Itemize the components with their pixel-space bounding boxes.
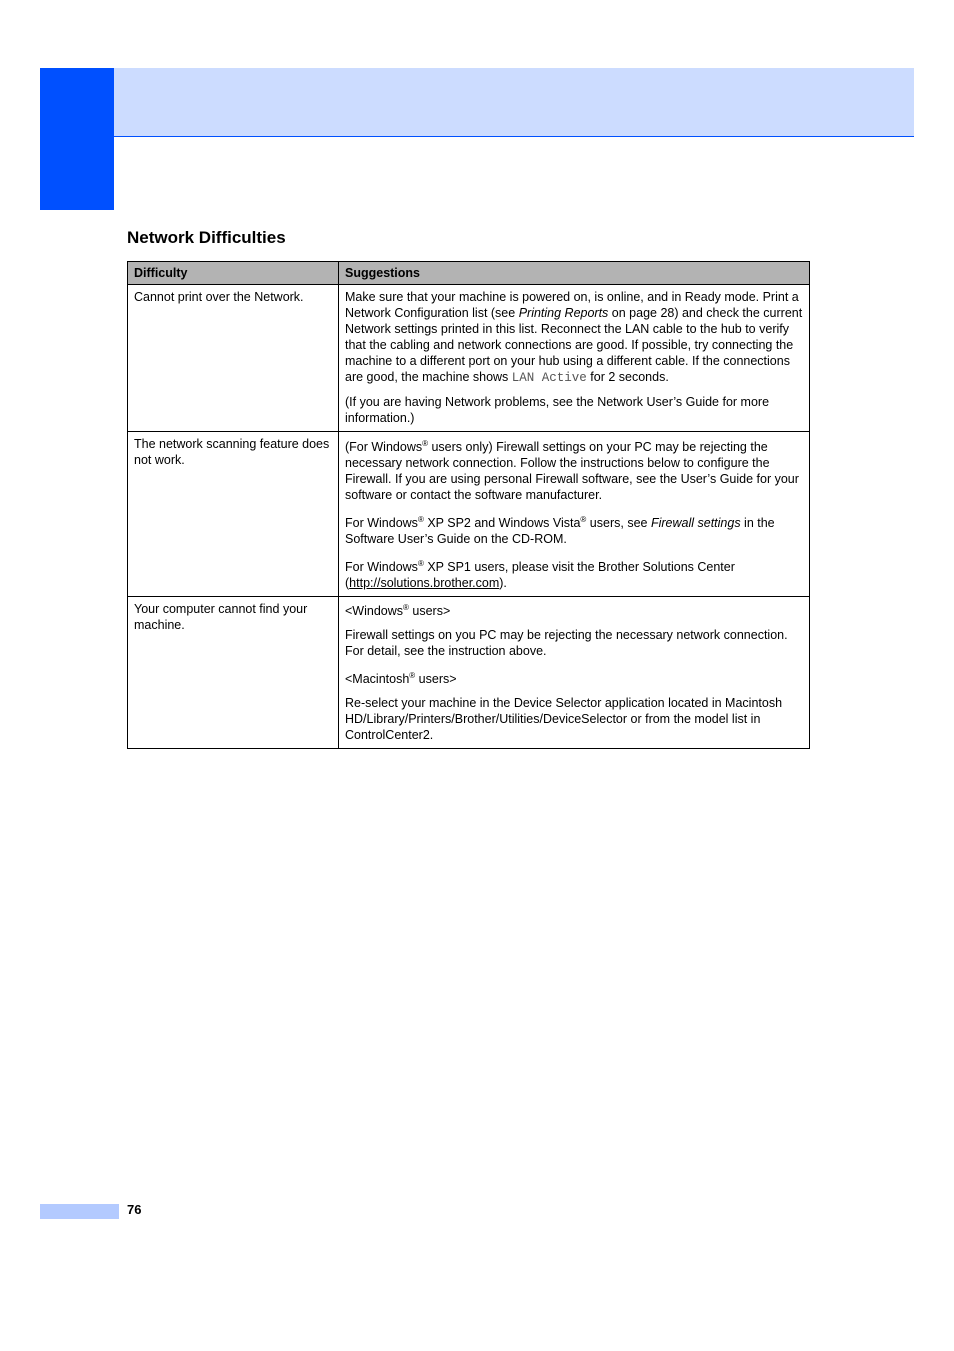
- text: users, see: [586, 516, 651, 530]
- suggestion-paragraph: Firewall settings on you PC may be rejecting the necessary network connection. For detail, see the instruction above.: [345, 628, 788, 658]
- suggestion-paragraph: [345, 515, 803, 547]
- registered-mark: ®: [403, 602, 409, 612]
- header-difficulty: Difficulty: [128, 262, 339, 285]
- suggestion-cell: [339, 597, 810, 749]
- italic-ref: Firewall settings: [650, 516, 741, 530]
- table-row: [128, 285, 810, 432]
- registered-mark: ®: [580, 514, 587, 524]
- solutions-center-link[interactable]: http://solutions.brother.com: [349, 576, 500, 590]
- table-row: [128, 432, 810, 597]
- italic-ref: Printing Reports: [518, 306, 609, 320]
- registered-mark: ®: [417, 558, 424, 568]
- difficulty-cell: Your computer cannot find your machine.: [128, 597, 339, 749]
- text: users only) Firewall settings on your PC may be rejecting the necessary network connection. Follow the instructions below to configure the Firewall. If you are using personal Firewall software, see the User’s Guide for your software or contact the software manufacturer.: [345, 440, 799, 502]
- chapter-tab: [40, 68, 114, 210]
- registered-mark: ®: [422, 438, 428, 448]
- suggestion-paragraph: [345, 603, 803, 619]
- suggestion-paragraph: Re-select your machine in the Device Selector application located in Macintosh HD/Library/Printers/Brother/Utilities/DeviceSelector or from the model list in ControlCenter2.: [345, 696, 783, 742]
- text: <Windows: [345, 604, 404, 618]
- text: Make sure that your machine is powered on, is online, and in Ready mode. Print a Network Configuration list (see: [345, 290, 799, 320]
- text: (For Windows: [345, 440, 423, 454]
- suggestion-cell: [339, 285, 810, 432]
- text: For Windows: [345, 516, 418, 530]
- text: For Windows: [345, 560, 418, 574]
- suggestion-paragraph: [345, 439, 803, 503]
- text: XP SP1 users, please visit the Brother Solutions Center (: [345, 560, 735, 590]
- page-number: 76: [127, 1202, 142, 1217]
- text: users>: [408, 604, 451, 618]
- suggestion-paragraph: [345, 559, 803, 591]
- suggestion-cell: [339, 432, 810, 597]
- lcd-message: LAN Active: [511, 371, 587, 385]
- suggestion-paragraph: (If you are having Network problems, see the Network User’s Guide for more information.): [345, 395, 770, 425]
- difficulty-cell: The network scanning feature does not work.: [128, 432, 339, 597]
- header-suggestions: Suggestions: [339, 262, 810, 285]
- text: ).: [499, 576, 507, 590]
- text: <Macintosh: [345, 672, 410, 686]
- text: in the Software User’s Guide on the CD-ROM.: [345, 516, 775, 546]
- table-header-row: [128, 262, 810, 285]
- suggestion-paragraph: [345, 289, 803, 386]
- section-title: Network Difficulties: [127, 228, 286, 247]
- registered-mark: ®: [409, 670, 416, 680]
- text: on page 28) and check the current Network settings printed in this list. Reconnect the LAN cable to the hub to verify that the cabling and network connections are good. If possible, try connecting the machine to a different port on your hub using a different cable. If the connections are good, the machine shows: [345, 306, 803, 384]
- table-row: [128, 597, 810, 749]
- difficulty-table: [127, 261, 810, 749]
- header-band: [114, 68, 914, 137]
- suggestion-paragraph: [345, 671, 803, 687]
- text: users>: [415, 672, 457, 686]
- registered-mark: ®: [417, 514, 424, 524]
- footer-bar: [40, 1204, 119, 1219]
- difficulty-cell: Cannot print over the Network.: [128, 285, 339, 432]
- text: for 2 seconds.: [586, 370, 669, 384]
- text: XP SP2 and Windows Vista: [423, 516, 581, 530]
